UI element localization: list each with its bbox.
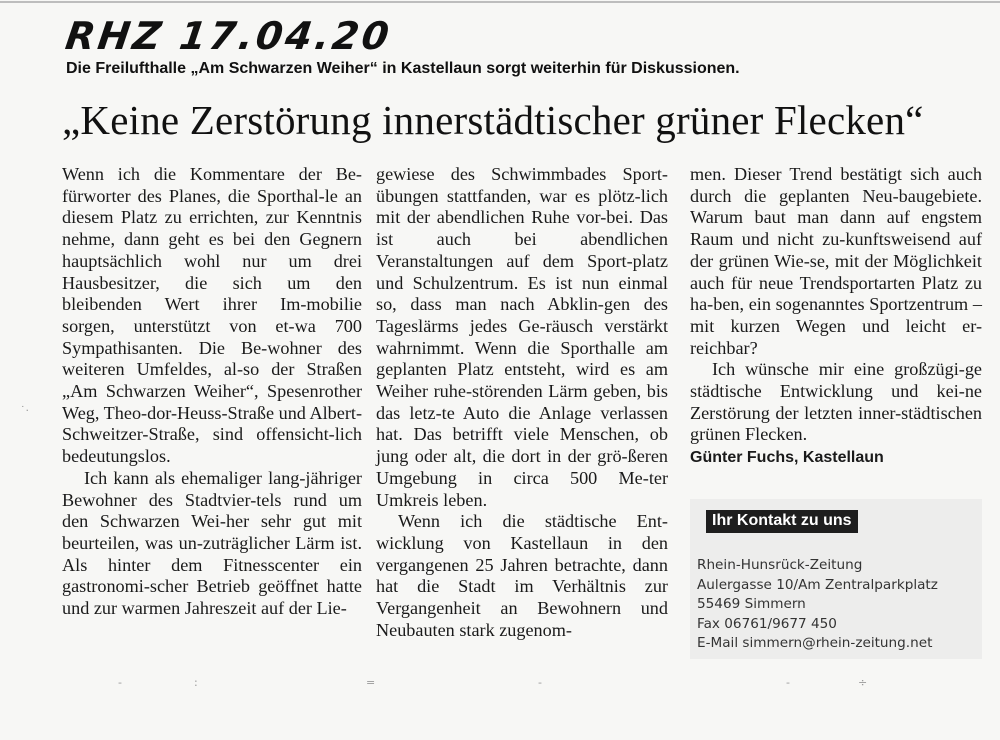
contact-city: 55469 Simmern (697, 596, 806, 612)
paragraph: Ich kann als ehemaliger lang-jähriger Bewohner des Stadtvier-tels rund um den Schwarzen Wei-her sehr gut mit beurteilen, was un-zuträglicher Lärm ist. Als hinter dem Fitnesscenter ein gastronomi-scher Betrieb geöffnet hatte und zur warmen Jahreszeit auf der Lie- (62, 467, 362, 619)
scan-speck-icon: = (366, 676, 376, 689)
contact-fax: Fax 06761/9677 450 (697, 615, 837, 632)
scan-speck-icon: - (786, 676, 790, 689)
paragraph: Wenn ich die städtische Ent-wicklung von Kastellaun in den vergangenen 25 Jahren betrachte, dann hat die Stadt im Verhältnis zur Vergangenheit an Bewohnern und Neubauten stark zugenom- (376, 511, 668, 640)
scan-speck-icon: ˙· (20, 404, 29, 417)
text-column-1 (62, 164, 362, 620)
paragraph: Ich wünsche mir eine großzügi-ge städtische Entwicklung und kei-ne Zerstörung der letzten inner-städtischen grünen Flecken. (690, 359, 982, 445)
paragraph: gewiese des Schwimmbades Sport-übungen stattfanden, war es plötz-lich mit der abendlichen Ruhe vor-bei. Das ist auch bei abendlichen Veranstaltungen auf dem Sport-platz und Schulzentrum. Es ist nun einmal so, dass man nach Abklin-gen des Tageslärms jedes Ge-räusch verstärkt wahrnimmt. Wenn die Sporthalle am geplanten Platz entsteht, wird es am Weiher ruhe-störenden Lärm geben, bis das letz-te Auto die Anlage verlassen hat. Das betrifft viele Menschen, ob jung oder alt, die dort in der grö-ßeren Umgebung in circa 500 Me-ter Umkreis leben. (376, 164, 668, 510)
contact-details (697, 556, 977, 654)
contact-publisher: Rhein-Hunsrück-Zeitung (697, 557, 863, 573)
handwritten-source-note: RHZ 17.04.20 (62, 14, 395, 58)
article-headline: „Keine Zerstörung innerstädtischer grüner Flecken“ (62, 97, 924, 143)
scan-speck-icon: - (118, 676, 122, 689)
scan-speck-icon: : (194, 676, 198, 689)
paragraph: Wenn ich die Kommentare der Be-fürworter des Planes, die Sporthal-le an diesem Platz zu errichten, zur Kenntnis nehme, dann geht es bei den Gegnern hauptsächlich wohl nur um drei Hausbesitzer, die sich um den bleibenden Wert ihrer Im-mobilie sorgen, unterstützt von et-wa 700 Sympathisanten. Die Be-wohner des weiteren Umfeldes, al-so der Straßen „Am Schwarzen Weiher“, Spesenrother Weg, Theo-dor-Heuss-Straße und Albert-Schweitzer-Straße, sind offensicht-lich bedeutungslos. (62, 164, 362, 467)
text-column-3 (690, 164, 982, 469)
author-signature: Günter Fuchs, Kastellaun (690, 449, 884, 467)
paragraph: men. Dieser Trend bestätigt sich auch durch die geplanten Neu-baugebiete. Warum baut man dann auf engstem Raum und nicht zu-kunftsweisend auf der grünen Wie-se, mit der Möglichkeit auch für neue Trendsportarten Platz zu ha-ben, ein sogenanntes Sportzentrum – mit kurzen Wegen und leicht er-reichbar? (690, 164, 982, 358)
scan-top-edge (0, 1, 1000, 3)
scan-speck-icon: - (538, 676, 542, 689)
text-column-2 (376, 164, 668, 641)
scan-speck-icon: ÷ (858, 676, 868, 689)
contact-email: E-Mail simmern@rhein-zeitung.net (697, 635, 933, 651)
contact-title-badge: Ihr Kontakt zu uns (706, 510, 858, 533)
contact-street: Aulergasse 10/Am Zentralparkplatz (697, 576, 938, 593)
article-subheadline: Die Freilufthalle „Am Schwarzen Weiher“ in Kastellaun sorgt weiterhin für Diskussionen. (66, 60, 740, 77)
